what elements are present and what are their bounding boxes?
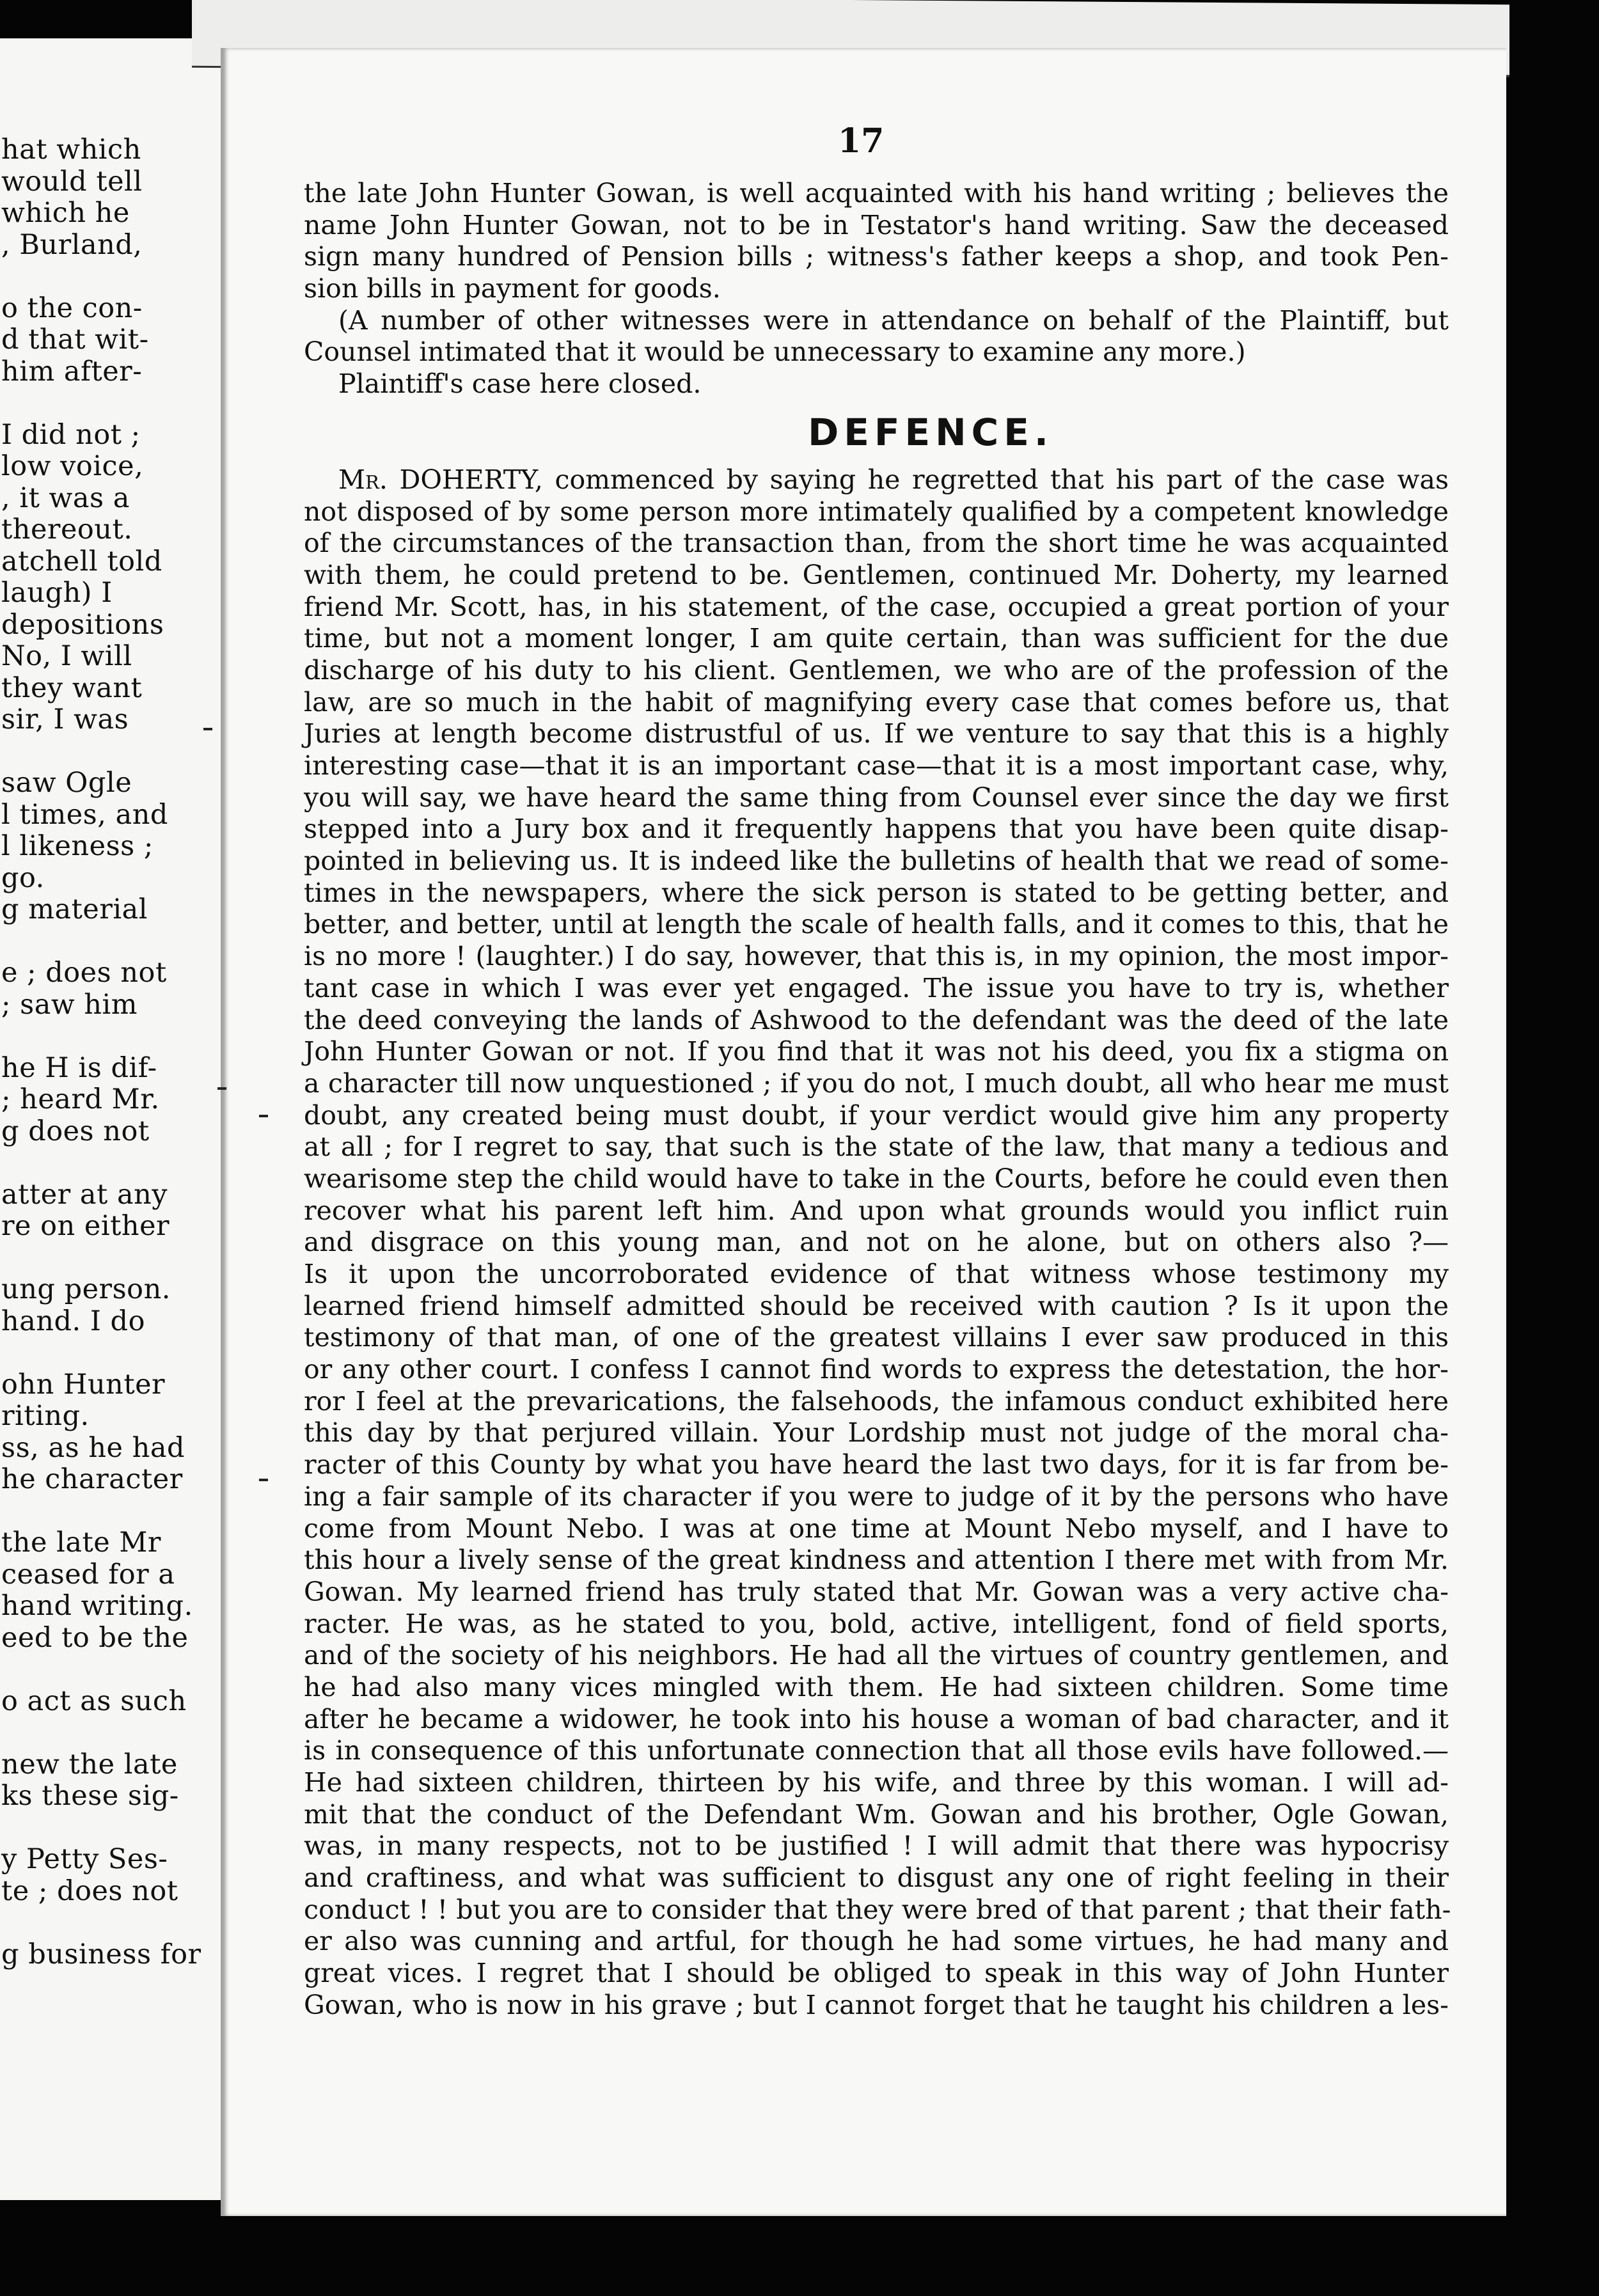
- left-page-line: go.: [1, 861, 45, 894]
- left-page-line: they want: [1, 672, 143, 704]
- left-page-line: te ; does not: [1, 1875, 178, 1907]
- text-line: Counsel intimated that it would be unnecessary to examine any more.): [304, 336, 1246, 368]
- text-line: friend Mr. Scott, has, in his statement, of the case, occupied a great portion of your: [304, 591, 1449, 622]
- left-page-line: ohn Hunter: [1, 1368, 166, 1401]
- left-page-line: re on either: [1, 1210, 170, 1242]
- text-line: mit that the conduct of the Defendant Wm. Gowan and his brother, Ogle Gowan,: [304, 1798, 1449, 1830]
- left-page-line: thereout.: [1, 514, 133, 546]
- text-line: name John Hunter Gowan, not to be in Testator's hand writing. Saw the deceased: [304, 209, 1449, 240]
- left-page-line: , it was a: [1, 482, 130, 514]
- counsel-note: [304, 305, 1449, 368]
- text-line: sion bills in payment for goods.: [304, 273, 721, 304]
- text-line: (A number of other witnesses were in attendance on behalf of the Plaintiff, but: [338, 304, 1449, 336]
- text-line: time, but not a moment longer, I am quite certain, than was sufficient for the due: [304, 623, 1449, 654]
- left-page-line: him after-: [1, 355, 143, 388]
- text-line: Gowan, who is now in his grave ; but I cannot forget that he taught his children a les-: [304, 1989, 1449, 2020]
- left-page-line: eed to be the: [1, 1621, 189, 1654]
- left-page-line: y Petty Ses-: [1, 1843, 168, 1875]
- text-line: was, in many respects, not to be justified ! I will admit that there was hypocrisy: [304, 1830, 1449, 1862]
- left-page-line: atchell told: [1, 545, 162, 578]
- left-page-line: l likeness ;: [1, 830, 154, 862]
- text-line: times in the newspapers, where the sick person is stated to be getting better, and: [304, 877, 1449, 908]
- text-line: this hour a lively sense of the great kindness and attention I there met with from Mr.: [304, 1545, 1449, 1576]
- left-page-line: g does not: [1, 1115, 150, 1147]
- text-line: come from Mount Nebo. I was at one time at Mount Nebo myself, and I have to: [304, 1513, 1449, 1544]
- text-line: you will say, we have heard the same thing from Counsel ever since the day we first: [304, 782, 1449, 813]
- margin-mark: [217, 1087, 226, 1090]
- text-line: and disgrace on this young man, and not on he alone, but on others also ?—: [304, 1227, 1449, 1258]
- testimony-paragraph: [304, 178, 1449, 305]
- left-page-line: sir, I was: [1, 704, 129, 735]
- text-line: wearisome step the child would have to take in the Courts, before he could even then: [304, 1163, 1449, 1194]
- left-page-line: ; heard Mr.: [1, 1083, 160, 1115]
- left-page-line: he character: [1, 1463, 183, 1495]
- speaker-name: Mr. DOHERTY,: [338, 464, 543, 495]
- case-closed-line: Plaintiff's case here closed.: [338, 368, 702, 400]
- left-page-line: riting.: [1, 1400, 90, 1432]
- text-line: better, and better, until at length the scale of health falls, and it comes to this, that he: [304, 909, 1449, 940]
- text-line: Gowan. My learned friend has truly stated that Mr. Gowan was a very active cha-: [304, 1576, 1449, 1607]
- text-line: tant case in which I was ever yet engaged. The issue you have to try is, whether: [304, 972, 1449, 1003]
- defence-paragraph: [304, 496, 1449, 2022]
- text-line: Is it upon the uncorroborated evidence of that witness whose testimony my: [304, 1259, 1449, 1289]
- page-number: 17: [838, 122, 885, 161]
- text-line: with them, he could pretend to be. Gentlemen, continued Mr. Doherty, my learned: [304, 559, 1449, 590]
- margin-mark: [203, 728, 212, 730]
- text-line: a character till now unquestioned ; if you do not, I much doubt, all who hear me must: [304, 1067, 1449, 1099]
- text-line: learned friend himself admitted should be received with caution ? Is it upon the: [304, 1290, 1449, 1321]
- left-page-line: atter at any: [1, 1178, 168, 1211]
- left-page-line: ss, as he had: [1, 1431, 185, 1464]
- text-line: Juries at length become distrustful of us. If we venture to say that this is a highly: [304, 718, 1449, 750]
- text-line: doubt, any created being must doubt, if your verdict would give him any property: [304, 1099, 1449, 1131]
- text-line: great vices. I regret that I should be obliged to speak in this way of John Hunter: [304, 1958, 1449, 1989]
- left-page-line: he H is dif-: [1, 1051, 157, 1084]
- text-line: after he became a widower, he took into his house a woman of bad character, and it: [304, 1703, 1449, 1734]
- document-body: [304, 178, 1449, 2022]
- text-line: pointed in believing us. It is indeed like the bulletins of health that we read of some-: [304, 845, 1449, 877]
- left-page-line: I did not ;: [1, 418, 141, 451]
- text-line: ing a fair sample of its character if you were to judge of it by the persons who have: [304, 1481, 1449, 1512]
- defence-first-line-text: commenced by saying he regretted that his part of the case was: [542, 464, 1449, 495]
- left-page-line: laugh) I: [1, 577, 113, 609]
- left-page-line: would tell: [1, 165, 143, 198]
- left-page-line: low voice,: [1, 450, 144, 482]
- left-page-line: ; saw him: [1, 988, 138, 1021]
- left-page-line: ceased for a: [1, 1558, 175, 1591]
- left-page-line: o act as such: [1, 1685, 187, 1717]
- text-line: er also was cunning and artful, for though he had some virtues, he had many and: [304, 1926, 1449, 1957]
- left-page-line: No, I will: [1, 640, 132, 672]
- text-line: of the circumstances of the transaction than, from the short time he was acquainted: [304, 528, 1449, 559]
- left-page-line: o the con-: [1, 292, 143, 324]
- text-line: he had also many vices mingled with them. He had sixteen children. Some time: [304, 1671, 1449, 1702]
- text-line: this day by that perjured villain. Your Lordship must not judge of the moral cha-: [304, 1417, 1449, 1449]
- text-line: racter of this County by what you have heard the last two days, for it is far from be-: [304, 1449, 1449, 1481]
- left-page-line: new the late: [1, 1748, 178, 1781]
- text-line: at all ; for I regret to say, that such is the state of the law, that many a tedious and: [304, 1131, 1449, 1163]
- left-facing-page: [0, 38, 258, 2200]
- left-page-line: ks these sig-: [1, 1780, 179, 1812]
- text-line: racter. He was, as he stated to you, bold, active, intelligent, fond of field sports,: [304, 1608, 1449, 1639]
- left-page-line: e ; does not: [1, 957, 167, 989]
- left-page-line: saw Ogle: [1, 767, 132, 799]
- text-line: and of the society of his neighbors. He had all the virtues of country gentlemen, and: [304, 1640, 1449, 1671]
- section-heading: DEFENCE.: [808, 410, 1053, 454]
- left-page-line: ung person.: [1, 1273, 171, 1305]
- text-line: the deed conveying the lands of Ashwood to the defendant was the deed of the late: [304, 1004, 1449, 1035]
- left-page-line: hand. I do: [1, 1305, 145, 1337]
- text-line: stepped into a Jury box and it frequently happens that you have been quite disap-: [304, 814, 1449, 845]
- text-line: conduct ! ! but you are to consider that they were bred of that parent ; that their fath-: [304, 1894, 1451, 1925]
- text-line: not disposed of by some person more intimately qualified by a competent knowledge: [304, 496, 1449, 527]
- text-line: is no more ! (laughter.) I do say, however, that this is, in my opinion, the most impor-: [304, 941, 1449, 972]
- margin-mark: [259, 1115, 268, 1117]
- text-line: ror I feel at the prevarications, the falsehoods, the infamous conduct exhibited here: [304, 1385, 1449, 1417]
- left-page-line: , Burland,: [1, 228, 143, 261]
- defence-first-line: [304, 464, 1449, 496]
- text-line: sign many hundred of Pension bills ; witness's father keeps a shop, and took Pen-: [304, 241, 1449, 272]
- left-page-line: the late Mr: [1, 1527, 161, 1559]
- left-page-line: depositions: [1, 608, 164, 641]
- text-line: or any other court. I confess I cannot find words to express the detestation, the hor-: [304, 1354, 1449, 1385]
- text-line: and craftiness, and what was sufficient to disgust any one of right feeling in their: [304, 1862, 1449, 1894]
- left-page-line: d that wit-: [1, 324, 149, 356]
- text-line: is in consequence of this unfortunate connection that all those evils have followed.—: [304, 1735, 1449, 1766]
- left-page-line: l times, and: [1, 798, 168, 831]
- text-line: law, are so much in the habit of magnifying every case that comes before us, that: [304, 686, 1449, 718]
- left-page-line: hand writing.: [1, 1590, 193, 1622]
- left-page-line: hat which: [1, 134, 141, 166]
- text-line: the late John Hunter Gowan, is well acquainted with his hand writing ; believes the: [304, 178, 1449, 208]
- text-line: testimony of that man, of one of the greatest villains I ever saw produced in this: [304, 1322, 1449, 1353]
- text-line: discharge of his duty to his client. Gentlemen, we who are of the profession of the: [304, 654, 1449, 686]
- text-line: recover what his parent left him. And upon what grounds would you inflict ruin: [304, 1195, 1449, 1226]
- left-page-line: g material: [1, 893, 148, 925]
- left-page-line: g business for: [1, 1938, 201, 1970]
- text-line: interesting case—that it is an important case—that it is a most important case, why,: [304, 750, 1449, 781]
- left-page-line: which he: [1, 197, 130, 229]
- text-line: He had sixteen children, thirteen by his wife, and three by this woman. I will ad-: [304, 1767, 1449, 1798]
- margin-mark: [259, 1479, 268, 1481]
- text-line: John Hunter Gowan or not. If you find that it was not his deed, you fix a stigma on: [304, 1036, 1449, 1067]
